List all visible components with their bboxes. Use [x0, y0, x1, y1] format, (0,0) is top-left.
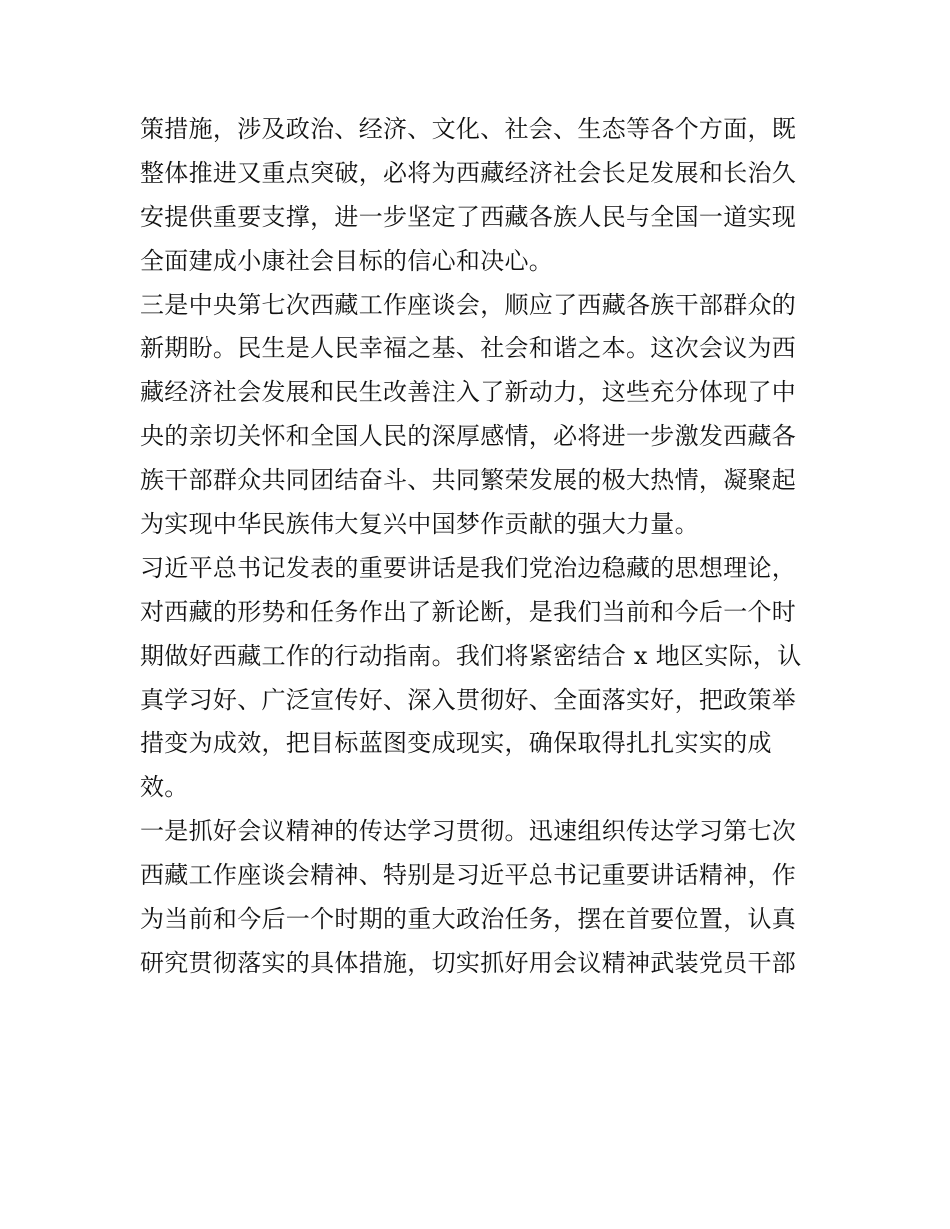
text-line: 对西藏的形势和任务作出了新论断，是我们当前和今后一个时 [140, 597, 797, 626]
text-line: 效。 [140, 773, 189, 802]
text-line: 央的亲切关怀和全国人民的深厚感情，必将进一步激发西藏各 [140, 422, 797, 451]
text-line: 一是抓好会议精神的传达学习贯彻。迅速组织传达学习第七次 [140, 817, 797, 846]
text-line: 策措施，涉及政治、经济、文化、社会、生态等各个方面，既 [140, 115, 797, 143]
text-line: 藏经济社会发展和民生改善注入了新动力，这些充分体现了中 [140, 378, 797, 407]
text-line: 研究贯彻落实的具体措施，切实抓好用会议精神武装党员干部 [140, 948, 797, 977]
text-line: 西藏工作座谈会精神、特别是习近平总书记重要讲话精神，作 [140, 861, 797, 890]
text-line: 整体推进又重点突破，必将为西藏经济社会长足发展和长治久 [140, 158, 797, 187]
text-line: 措变为成效，把目标蓝图变成现实，确保取得扎扎实实的成 [140, 729, 772, 758]
text-line: 习近平总书记发表的重要讲话是我们党治边稳藏的思想理论， [140, 553, 797, 582]
text-line: 族干部群众共同团结奋斗、共同繁荣发展的极大热情，凝聚起 [140, 466, 797, 495]
text-line: 全面建成小康社会目标的信心和决心。 [140, 246, 554, 275]
text-line: 新期盼。民生是人民幸福之基、社会和谐之本。这次会议为西 [140, 334, 797, 363]
text-line: 为实现中华民族伟大复兴中国梦作贡献的强大力量。 [140, 510, 699, 539]
text-line: 真学习好、广泛宣传好、深入贯彻好、全面落实好，把政策举 [140, 685, 797, 714]
text-line: 为当前和今后一个时期的重大政治任务，摆在首要位置，认真 [140, 905, 797, 934]
text-line: 安提供重要支撑，进一步坚定了西藏各族人民与全国一道实现 [140, 202, 797, 231]
body-text [140, 108, 830, 986]
text-line: 三是中央第七次西藏工作座谈会，顺应了西藏各族干部群众的 [140, 290, 797, 319]
text-line: 期做好西藏工作的行动指南。我们将紧密结合 x 地区实际，认 [140, 641, 802, 670]
